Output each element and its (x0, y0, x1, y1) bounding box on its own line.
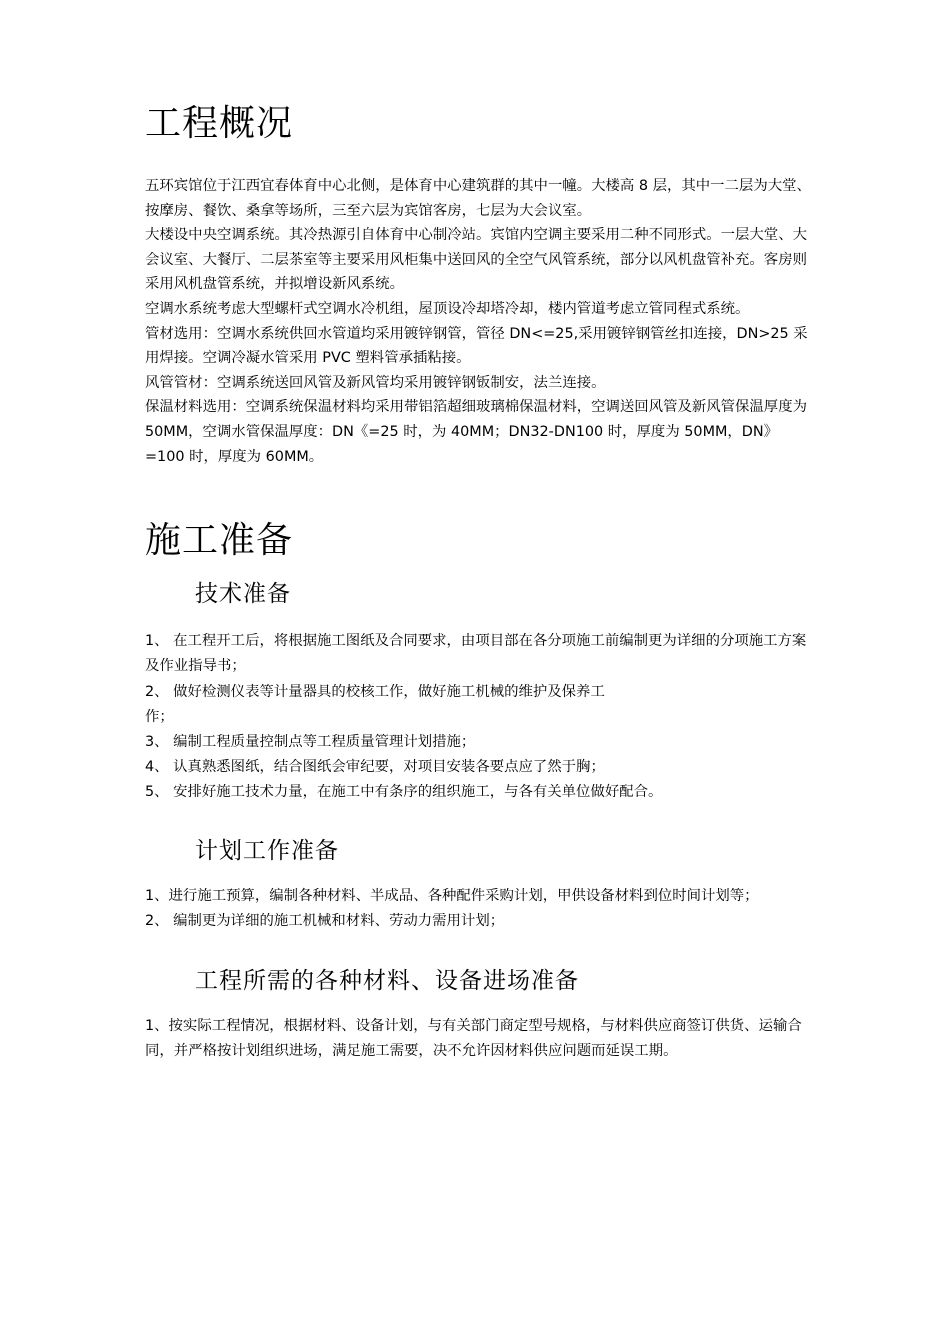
overview-paragraph: 保温材料选用：空调系统保温材料均采用带铝箔超细玻璃棉保温材料，空调送回风管及新风管保温厚度为 50MM，空调水管保温厚度：DN《=25 时，为 40MM；DN32-DN100 时，厚度为 50MM，DN》=100 时，厚度为 60MM。 (145, 399, 807, 465)
section-title-overview: 工程概况 (145, 103, 294, 144)
subsection-title-planning: 计划工作准备 (195, 837, 339, 864)
list-item: 2、 做好检测仪表等计量器具的校核工作，做好施工机械的维护及保养工 (145, 683, 605, 700)
overview-paragraph: 大楼设中央空调系统。其冷热源引自体育中心制冷站。宾馆内空调主要采用二种不同形式。一层大堂、大会议室、大餐厅、二层茶室等主要采用风柜集中送回风的全空气风管系统，部分以风机盘管补充。客房则采用风机盘管系统，并拟增设新风系统。 (145, 227, 807, 293)
overview-paragraph: 风管管材：空调系统送回风管及新风管均采用镀锌钢钣制安，法兰连接。 (145, 374, 606, 391)
list-item: 3、 编制工程质量控制点等工程质量管理计划措施； (145, 733, 476, 750)
list-item: 作； (145, 708, 174, 725)
list-item: 5、 安排好施工技术力量，在施工中有条序的组织施工，与各有关单位做好配合。 (145, 784, 663, 801)
overview-paragraph: 空调水系统考虑大型螺杆式空调水冷机组，屋顶设冷却塔冷却，楼内管道考虑立管同程式系统。 (145, 300, 750, 317)
section-title-preparation: 施工准备 (145, 520, 294, 562)
subsection-title-materials: 工程所需的各种材料、设备进场准备 (195, 967, 579, 994)
subsection-title-technical: 技术准备 (195, 581, 291, 608)
list-item: 1、按实际工程情况，根据材料、设备计划，与有关部门商定型号规格，与材料供应商签订供货、运输合同，并严格按计划组织进场，满足施工需要，决不允许因材料供应问题而延误工期。 (145, 1017, 802, 1060)
document-page (145, 100, 815, 1064)
list-item: 4、 认真熟悉图纸，结合图纸会审纪要，对项目安装各要点应了然于胸； (145, 759, 605, 776)
overview-paragraph: 管材选用：空调水系统供回水管道均采用镀锌钢管，管径 DN<=25,采用镀锌钢管丝扣连接，DN>25 采用焊接。空调冷凝水管采用 PVC 塑料管承插粘接。 (145, 325, 808, 367)
list-item: 1、 在工程开工后，将根据施工图纸及合同要求，由项目部在各分项施工前编制更为详细的分项施工方案及作业指导书； (145, 633, 807, 675)
list-item: 2、 编制更为详细的施工机械和材料、劳动力需用计划； (145, 912, 505, 929)
overview-paragraph: 五环宾馆位于江西宜春体育中心北侧，是体育中心建筑群的其中一幢。大楼高 8 层，其中一二层为大堂、按摩房、餐饮、桑拿等场所，三至六层为宾馆客房，七层为大会议室。 (145, 178, 811, 219)
list-item: 1、进行施工预算，编制各种材料、半成品、各种配件采购计划，甲供设备材料到位时间计划等； (145, 887, 759, 904)
